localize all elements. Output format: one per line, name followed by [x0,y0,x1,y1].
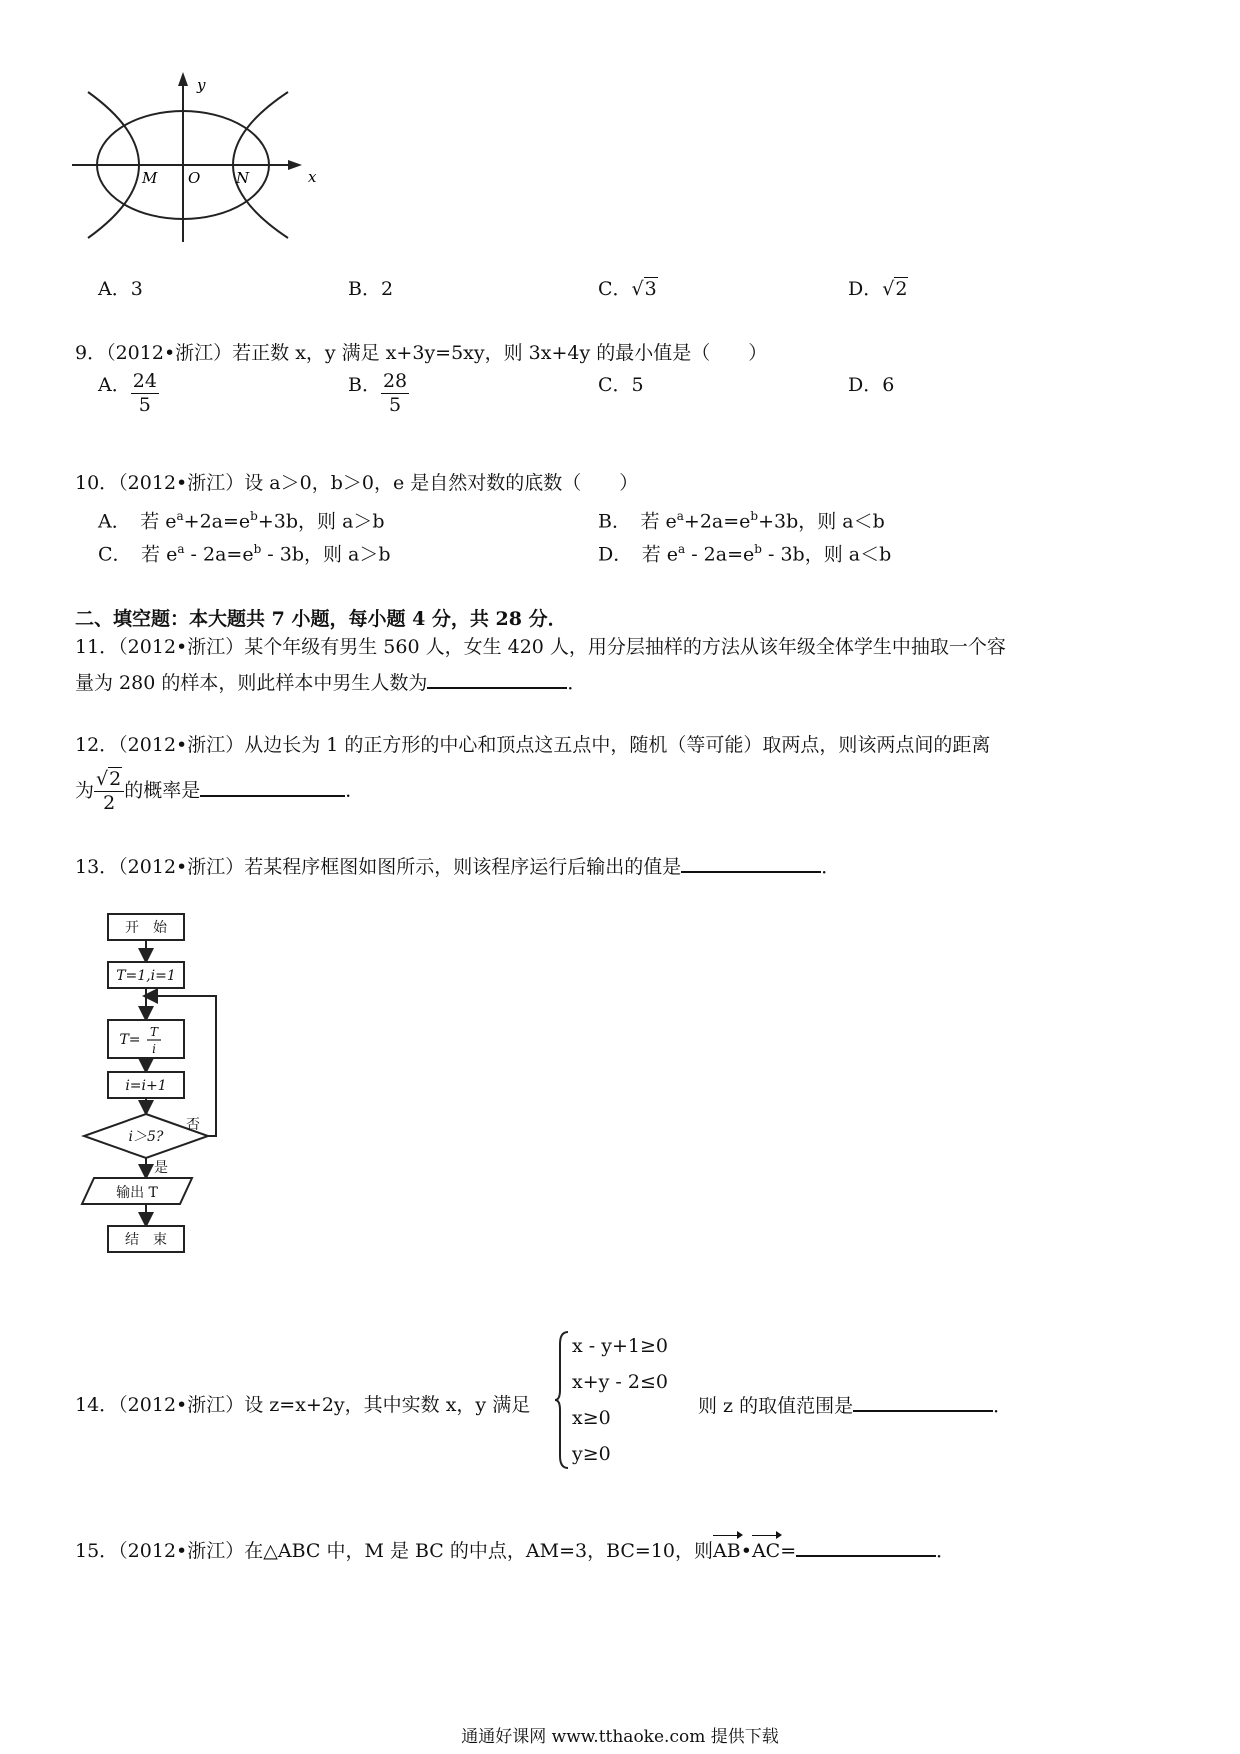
q9-option-b-num: 28 [382,370,408,392]
q9-option-b [348,372,409,415]
q15-text: 15．（2012•浙江）在△ABC 中，M 是 BC 的中点，AM=3，BC=10，则 [75,1540,714,1562]
q13-answer-blank[interactable] [681,853,821,873]
q14-cond: x≥0 [572,1407,611,1429]
q14-answer-blank[interactable] [853,1392,993,1412]
flow-init: T=1,i=1 [116,968,176,984]
point-n-label: N [236,169,250,187]
flow-incr: i=i+1 [125,1078,167,1094]
q13-text: 13．（2012•浙江）若某程序框图如图所示，则该程序运行后输出的值是 [75,856,682,878]
q8-option-c-prefix: C． [598,278,632,300]
q9-option-a-den: 5 [138,394,151,416]
q10-d-part: - 2a=e [685,543,755,566]
q15-eq: = [780,1540,797,1562]
q10-option-a [98,503,385,534]
q9-option-a-fraction [131,372,159,415]
q8-option-a: A．3 [98,278,143,300]
flow-cond: i＞5? [128,1129,164,1145]
q10-a-part: A． 若 e [98,510,177,533]
q10-b-part: B． 若 e [598,510,677,533]
q12-radicand: 2 [109,768,122,790]
q10-option-c [98,536,391,567]
q10-a-exp: a [176,509,184,523]
page-footer: 通通好课网 www.tthaoke.com 提供下载 [461,1727,779,1747]
q10-c-exp: a [177,542,185,556]
q10-d-exp: a [678,542,686,556]
flow-assign-den: i [152,1042,156,1056]
q11-end: ． [567,672,587,694]
q10-b-exp: b [750,509,759,523]
q8-option-c [598,276,658,302]
q14-end: ． [993,1395,1013,1417]
q14-tail-text: 则 z 的取值范围是 [698,1395,854,1417]
q13-end: ． [821,856,841,878]
point-m-label: M [142,169,158,187]
q12-end: ． [345,779,365,802]
q10-b-exp: a [676,509,684,523]
q8-option-d-radicand: 2 [895,278,908,300]
flow-yes: 是 [154,1160,168,1176]
q14-stem: 14．（2012•浙江）设 z=x+2y，其中实数 x，y 满足 [75,1394,531,1416]
q14-conditions [572,1328,668,1472]
q8-option-d [848,276,908,302]
flow-output: 输出 T [116,1185,158,1201]
q9-option-d: D．6 [848,374,895,396]
q15-dot: • [740,1540,752,1562]
q8-option-b: B．2 [348,278,394,300]
flow-no: 否 [186,1117,200,1133]
q14-cond: x - y+1≥0 [572,1335,668,1357]
q10-c-part: - 2a=e [184,543,254,566]
q12-answer-blank[interactable] [200,777,345,797]
q14-cond: y≥0 [572,1443,611,1465]
flow-start: 开 始 [125,920,167,936]
q10-b-part: +2a=e [683,510,751,533]
q15-end: ． [936,1540,956,1562]
y-axis-label: y [197,76,206,94]
q10-c-part: - 3b，则 a＞b [261,543,391,566]
origin-label: O [188,169,201,187]
sqrt-symbol: √2 [96,768,122,790]
q9-option-b-fraction [381,372,409,415]
x-axis-label: x [308,168,317,186]
q9-option-b-prefix: B． [348,374,381,396]
vector-ac: AC [751,1540,781,1562]
q10-a-exp: b [250,509,258,523]
q9-option-a-prefix: A． [98,374,131,396]
q10-option-b [598,503,885,534]
q12-fraction [94,770,124,813]
q12-suffix: 的概率是 [124,779,201,802]
q10-c-exp: b [253,542,262,556]
q10-a-part: +3b，则 a＞b [257,510,385,533]
q11-answer-blank[interactable] [427,669,567,689]
sqrt-symbol: √3 [631,278,657,300]
q12-den: 2 [103,792,116,814]
q10-option-d [598,536,891,567]
q12-prefix: 为 [75,779,95,802]
q10-b-part: +3b，则 a＜b [758,510,885,533]
brace-icon [554,1330,570,1470]
vector-ab: AB [713,1540,741,1562]
q12-num [94,770,124,792]
q11-line1: 11．（2012•浙江）某个年级有男生 560 人，女生 420 人，用分层抽样的方法从该年级全体学生中抽取一个容 [75,636,1006,658]
flow-assign-num: T [149,1025,159,1039]
q9-option-b-den: 5 [389,394,402,416]
q10-d-exp: b [754,542,762,556]
q12-line2 [75,770,364,813]
flow-assign-left: T= [119,1032,141,1048]
ellipse-hyperbola-figure [70,70,350,245]
q10-stem: 10．（2012•浙江）设 a＞0，b＞0，e 是自然对数的底数（ ） [75,472,639,494]
q10-d-part: D． 若 e [598,543,679,566]
q8-option-c-radicand: 3 [644,278,657,300]
q9-option-a-num: 24 [132,370,157,392]
q13-stem [75,853,840,880]
q14-cond: x+y - 2≤0 [572,1371,668,1393]
q14-tail [698,1392,1012,1419]
section-heading: 二、填空题：本大题共 7 小题，每小题 4 分，共 28 分． [75,608,567,630]
q8-option-d-prefix: D． [848,278,883,300]
q9-stem: 9．（2012•浙江）若正数 x，y 满足 x+3y=5xy，则 3x+4y 的最小值是（ ） [75,342,768,364]
q9-option-a [98,372,159,415]
q9-option-c: C．5 [598,374,644,396]
q12-line1: 12．（2012•浙江）从边长为 1 的正方形的中心和顶点这五点中，随机（等可能）取两点，则该两点间的距离 [75,734,991,756]
q10-d-part: - 3b，则 a＜b [761,543,892,566]
flow-end: 结 束 [125,1232,167,1248]
q10-a-part: +2a=e [183,510,251,533]
q10-c-part: C． 若 e [98,543,178,566]
q11-line2 [75,669,586,696]
q15-stem [75,1537,955,1564]
q11-text: 量为 280 的样本，则此样本中男生人数为 [75,672,428,694]
q13-flowchart [80,900,240,1275]
q15-answer-blank[interactable] [796,1537,936,1557]
sqrt-symbol: √2 [882,278,908,300]
